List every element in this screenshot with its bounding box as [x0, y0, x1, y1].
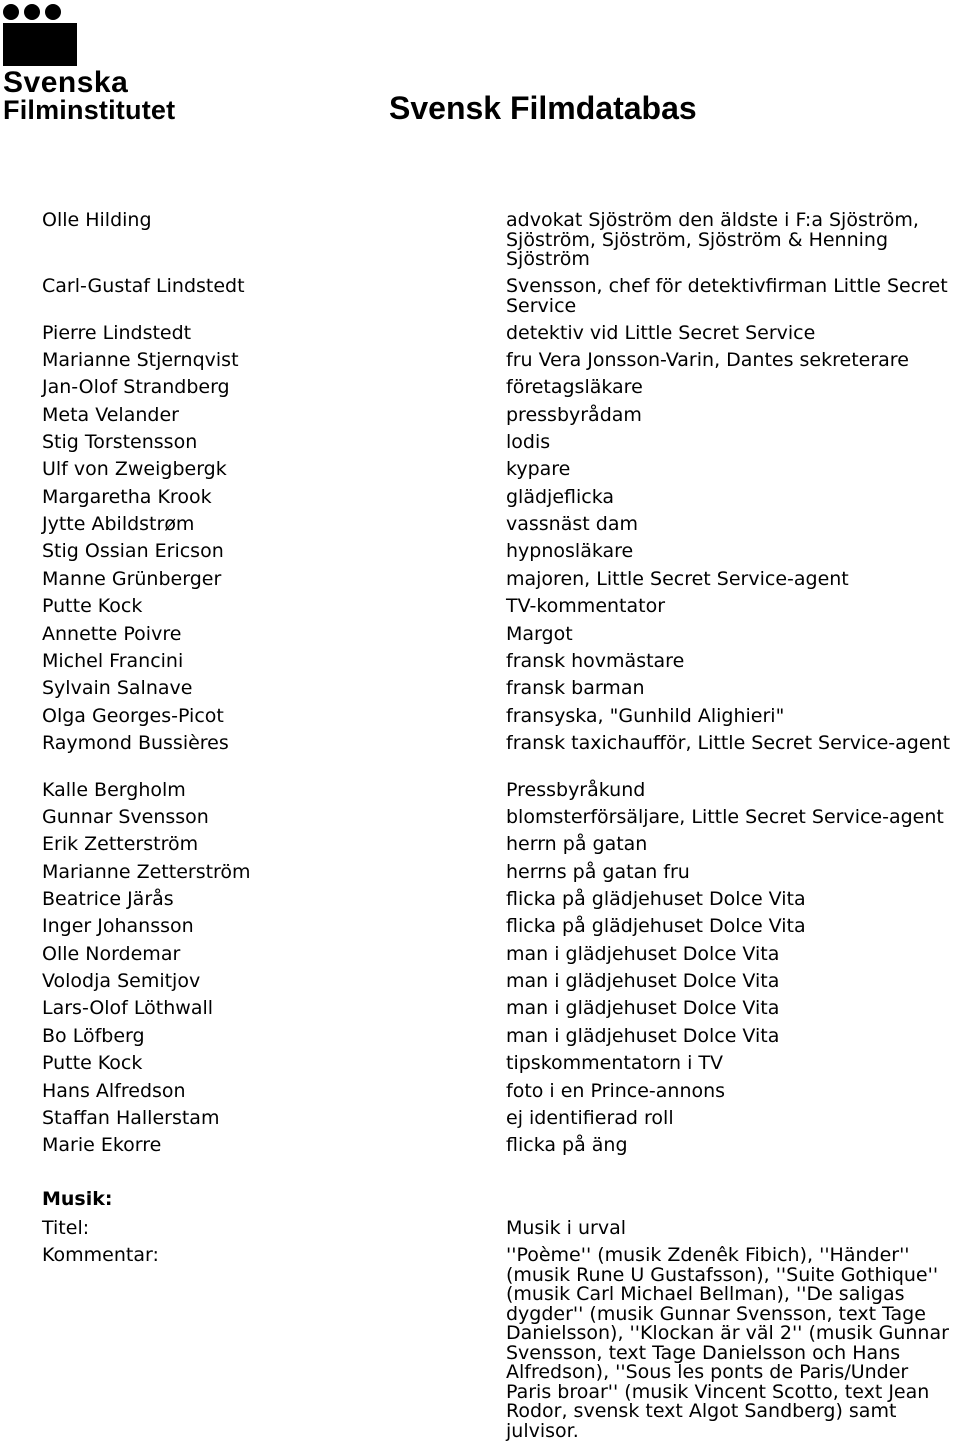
cast-actor: Marianne Stjernqvist — [42, 349, 239, 371]
cast-actor: Putte Kock — [42, 1052, 143, 1074]
cast-actor: Bo Löfberg — [42, 1025, 145, 1047]
cast-actor: Marianne Zetterström — [42, 861, 251, 883]
cast-actor: Manne Grünberger — [42, 568, 222, 590]
cast-role: tipskommentatorn i TV — [506, 1052, 724, 1074]
cast-actor: Staffan Hallerstam — [42, 1107, 220, 1129]
logo-line-2: Filminstitutet — [3, 95, 176, 125]
logo-line-1: Svenska — [3, 66, 129, 99]
cast-role: man i glädjehuset Dolce Vita — [506, 943, 780, 965]
cast-role: man i glädjehuset Dolce Vita — [506, 1025, 780, 1047]
cast-role: fransk barman — [506, 677, 645, 699]
cast-role: flicka på glädjehuset Dolce Vita — [506, 915, 806, 937]
cast-role: majoren, Little Secret Service-agent — [506, 568, 849, 590]
music-heading: Musik: — [42, 1188, 113, 1210]
cast-role: flicka på glädjehuset Dolce Vita — [506, 888, 806, 910]
music-comment-value: ''Poème'' (musik Zdenêk Fibich), ''Händer'' (musik Rune U Gustafsson), ''Suite Gothique'' (musik Carl Michael Bellman), ''De saligas dygder'' (musik Gunnar Svensson, text Tage Danielsson), ''Klockan är väl 2'' (musik Gunnar Svensson, text Tage Danielsson och Hans Alfredson), ''Sous les ponts de Paris/Under Paris broar'' (musik Vincent Scotto, text Jean Rodor, svensk text Algot Sandberg) samt julvisor. — [506, 1244, 949, 1442]
cast-role: Margot — [506, 623, 573, 645]
cast-actor: Michel Francini — [42, 650, 184, 672]
cast-role: herrns på gatan fru — [506, 861, 690, 883]
cast-role: vassnäst dam — [506, 513, 638, 535]
cast-role: man i glädjehuset Dolce Vita — [506, 997, 780, 1019]
cast-role: Pressbyråkund — [506, 779, 646, 801]
cast-actor: Olga Georges-Picot — [42, 705, 224, 727]
cast-actor: Stig Torstensson — [42, 431, 198, 453]
cast-actor: Margaretha Krook — [42, 486, 212, 508]
logo-square-icon — [3, 23, 77, 66]
cast-actor: Jytte Abildstrøm — [42, 513, 195, 535]
cast-role: glädjeflicka — [506, 486, 615, 508]
cast-actor: Gunnar Svensson — [42, 806, 209, 828]
cast-role: hypnosläkare — [506, 540, 634, 562]
cast-role: TV-kommentator — [506, 595, 666, 617]
cast-actor: Marie Ekorre — [42, 1134, 162, 1156]
cast-role: flicka på äng — [506, 1134, 628, 1156]
cast-actor: Sylvain Salnave — [42, 677, 193, 699]
cast-role: blomsterförsäljare, Little Secret Service-agent — [506, 806, 944, 828]
cast-actor: Raymond Bussières — [42, 732, 229, 754]
cast-actor: Putte Kock — [42, 595, 143, 617]
cast-actor: Stig Ossian Ericson — [42, 540, 224, 562]
cast-role: kypare — [506, 458, 571, 480]
cast-actor: Volodja Semitjov — [42, 970, 201, 992]
cast-actor: Hans Alfredson — [42, 1080, 186, 1102]
cast-role: foto i en Prince-annons — [506, 1080, 726, 1102]
cast-actor: Olle Nordemar — [42, 943, 181, 965]
music-title-label: Titel: — [42, 1217, 90, 1239]
cast-actor: Ulf von Zweigbergk — [42, 458, 227, 480]
cast-actor: Annette Poivre — [42, 623, 182, 645]
cast-role: företagsläkare — [506, 376, 643, 398]
music-comment-label: Kommentar: — [42, 1244, 159, 1266]
cast-role: fransk hovmästare — [506, 650, 685, 672]
music-title-value: Musik i urval — [506, 1217, 626, 1239]
cast-actor: Kalle Bergholm — [42, 779, 186, 801]
cast-role: herrn på gatan — [506, 833, 648, 855]
cast-actor: Inger Johansson — [42, 915, 194, 937]
cast-actor: Jan-Olof Strandberg — [42, 376, 230, 398]
cast-role: detektiv vid Little Secret Service — [506, 322, 816, 344]
svenska-filminstitutet-logo — [3, 4, 203, 126]
cast-actor: Erik Zetterström — [42, 833, 199, 855]
cast-actor: Meta Velander — [42, 404, 179, 426]
cast-role: ej identifierad roll — [506, 1107, 674, 1129]
cast-role: fransyska, "Gunhild Alighieri" — [506, 705, 785, 727]
cast-role: lodis — [506, 431, 551, 453]
cast-actor: Lars-Olof Löthwall — [42, 997, 214, 1019]
site-title: Svensk Filmdatabas — [389, 90, 697, 126]
cast-role: advokat Sjöström den äldste i F:a Sjöström, Sjöström, Sjöström, Sjöström & Henning Sjöström — [506, 209, 919, 270]
cast-role: man i glädjehuset Dolce Vita — [506, 970, 780, 992]
cast-role: fru Vera Jonsson-Varin, Dantes sekreterare — [506, 349, 909, 371]
cast-actor: Carl-Gustaf Lindstedt — [42, 275, 245, 297]
cast-actor: Olle Hilding — [42, 209, 152, 231]
cast-actor: Pierre Lindstedt — [42, 322, 192, 344]
cast-role: fransk taxichaufför, Little Secret Service-agent — [506, 732, 951, 754]
cast-role: pressbyrådam — [506, 404, 642, 426]
cast-role: Svensson, chef för detektivfirman Little Secret Service — [506, 275, 948, 317]
cast-actor: Beatrice Järås — [42, 888, 174, 910]
